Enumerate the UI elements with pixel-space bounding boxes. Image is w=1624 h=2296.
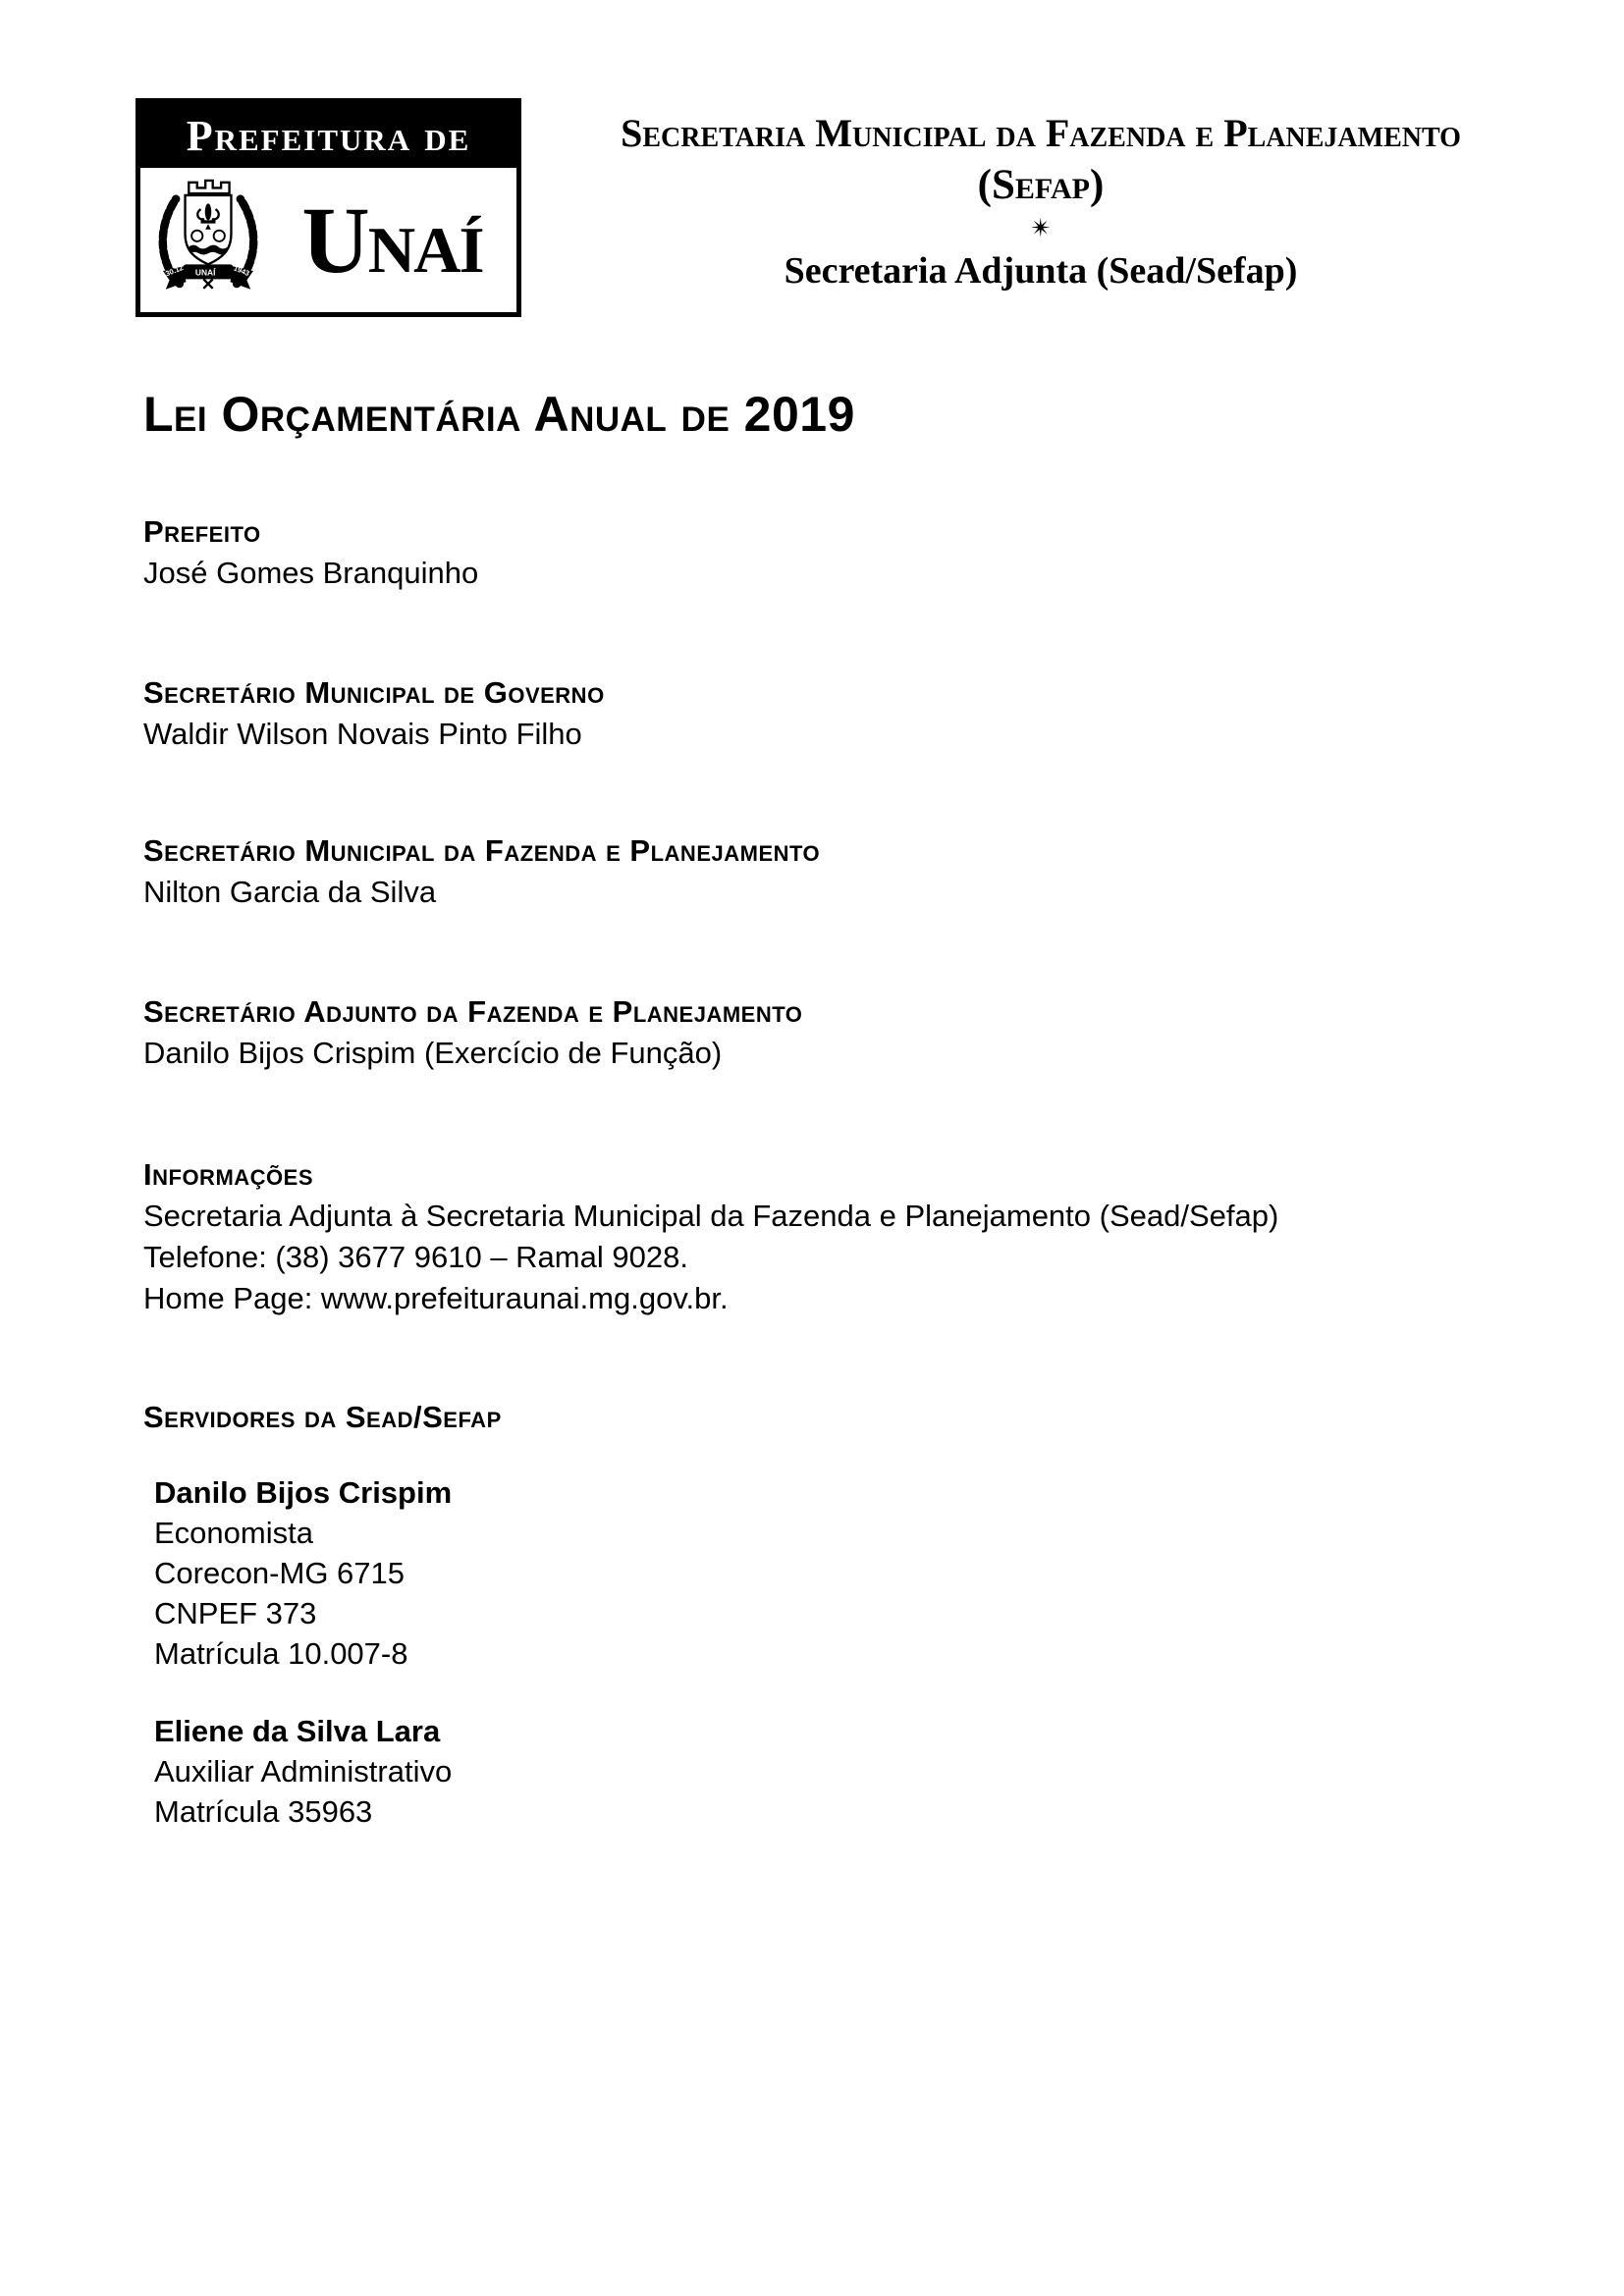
person-registry: CNPEF 373 <box>154 1596 317 1630</box>
section-line: Secretaria Adjunta à Secretaria Municipal da Fazenda e Planejamento (Sead/Sefap) <box>143 1199 1279 1233</box>
ribbon-city-text: UNAÍ <box>194 267 216 278</box>
section-heading: Prefeito <box>143 514 261 549</box>
person-registry: Corecon-MG 6715 <box>154 1556 406 1590</box>
section-line: Nilton Garcia da Silva <box>143 875 437 909</box>
letterhead-acronym: (Sefap) <box>977 162 1105 208</box>
fleur-de-lis-bar <box>200 220 215 223</box>
person-role: Auxiliar Administrativo <box>154 1754 453 1789</box>
section-heading: Secretário Municipal de Governo <box>143 675 605 710</box>
person-matricula: Matrícula 35963 <box>154 1794 373 1829</box>
section-prefeito <box>143 511 478 594</box>
section-line: Waldir Wilson Novais Pinto Filho <box>143 717 582 751</box>
fleur-de-lis-petal <box>205 203 212 220</box>
ribbon-year-right: 1943 <box>232 263 251 279</box>
prefeitura-logo <box>135 98 521 317</box>
shield-horn-right <box>214 231 225 241</box>
logo-city-name: Unaí <box>301 187 483 293</box>
section-heading: Servidores da Sead/Sefap <box>143 1400 502 1434</box>
section-line-homepage: Home Page: www.prefeituraunai.mg.gov.br. <box>143 1281 729 1315</box>
section-informacoes <box>143 1154 1278 1319</box>
section-heading: Secretário Adjunto da Fazenda e Planejamento <box>143 994 803 1029</box>
logo-lower-area <box>140 168 516 312</box>
unai-coat-of-arms-icon <box>148 171 268 309</box>
section-secretario-fazenda <box>143 830 820 913</box>
ribbon-fold <box>203 279 212 288</box>
page-title: Lei Orçamentária Anual de 2019 <box>143 387 855 442</box>
ribbon-year-left: 30.12 <box>164 263 185 279</box>
section-heading: Informações <box>143 1157 314 1192</box>
section-servidores <box>143 1397 502 1438</box>
staff-member-danilo <box>154 1472 452 1674</box>
eight-pointed-star-icon: ✴ <box>1030 214 1052 243</box>
person-role: Economista <box>154 1516 313 1550</box>
section-line: José Gomes Branquinho <box>143 556 479 590</box>
section-line-telefone: Telefone: (38) 3677 9610 – Ramal 9028. <box>143 1240 688 1274</box>
mural-crown <box>189 181 229 193</box>
logo-banner-text: Prefeitura de <box>140 103 516 168</box>
section-heading: Secretário Municipal da Fazenda e Planejamento <box>143 833 821 868</box>
person-matricula: Matrícula 10.007-8 <box>154 1636 408 1671</box>
staff-member-eliene <box>154 1711 452 1832</box>
section-secretario-adjunto <box>143 991 802 1074</box>
person-name: Danilo Bijos Crispim <box>154 1475 453 1510</box>
letterhead-department: Secretaria Municipal da Fazenda e Planejamento <box>621 111 1461 155</box>
section-secretario-governo <box>143 672 605 755</box>
shield-horn-left <box>191 231 202 241</box>
person-name: Eliene da Silva Lara <box>154 1714 441 1748</box>
letterhead <box>550 110 1532 293</box>
letterhead-subdepartment: Secretaria Adjunta (Sead/Sefap) <box>784 250 1298 292</box>
section-line: Danilo Bijos Crispim (Exercício de Função) <box>143 1036 723 1070</box>
